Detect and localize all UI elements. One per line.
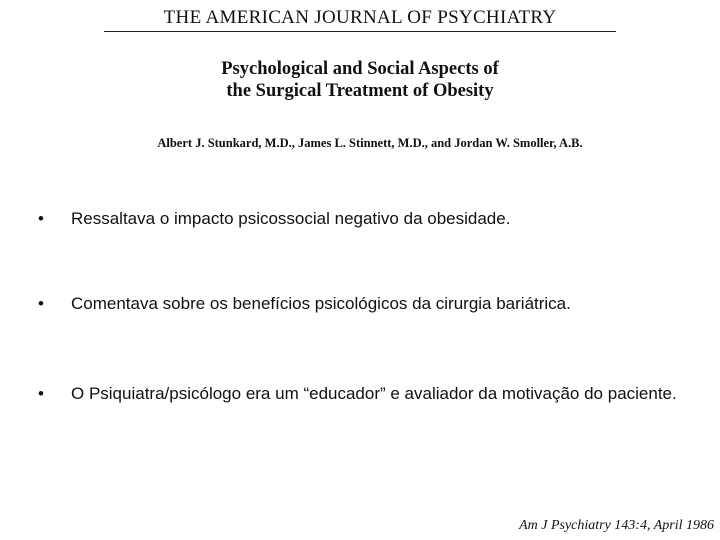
article-title-line-1: Psychological and Social Aspects of [221,59,499,79]
bullet-text: O Psiquiatra/psicólogo era um “educador” e avaliador da motivação do paciente. [71,384,677,403]
citation: Am J Psychiatry 143:4, April 1986 [519,518,714,533]
article-authors: Albert J. Stunkard, M.D., James L. Stinnett, M.D., and Jordan W. Smoller, A.B. [157,136,583,150]
journal-title: THE AMERICAN JOURNAL OF PSYCHIATRY [163,7,557,28]
bullet-item [38,382,678,405]
bullet-marker: • [38,294,44,313]
bullet-item [38,207,678,230]
bullet-item [38,292,678,315]
bullet-marker: • [38,384,44,403]
bullet-marker: • [38,209,44,228]
article-title-line-2: the Surgical Treatment of Obesity [226,81,494,101]
bullet-text: Ressaltava o impacto psicossocial negativo da obesidade. [71,209,511,228]
bullet-text: Comentava sobre os benefícios psicológicos da cirurgia bariátrica. [71,294,571,313]
